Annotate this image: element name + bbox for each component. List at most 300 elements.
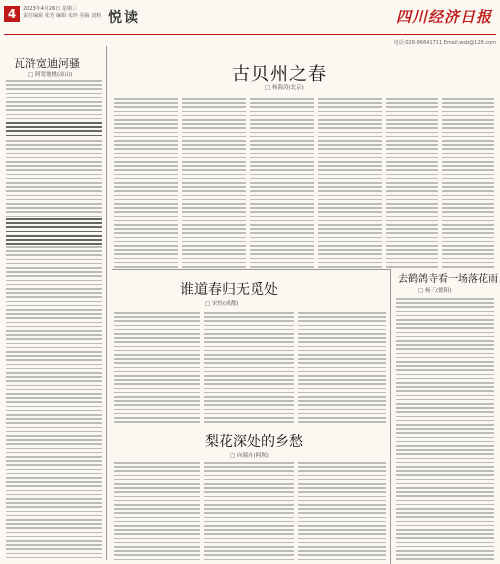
text-line [298,346,386,348]
text-line [386,262,438,264]
text-line [6,148,102,150]
text-line [6,109,102,111]
text-line [386,127,438,129]
text-line [114,115,178,117]
text-line [114,211,178,213]
text-line [396,491,494,493]
text-line [6,267,102,269]
text-line [442,174,494,176]
text-line [204,320,294,322]
text-line [6,226,102,228]
text-line [396,327,494,329]
text-line [298,325,386,327]
text-line [6,401,102,403]
text-line [442,207,494,209]
text-line [114,525,200,527]
text-line [114,148,178,150]
text-line [114,140,178,142]
text-line [250,182,314,184]
text-line [396,369,494,371]
text-line [396,462,494,464]
text-line [6,259,102,261]
column-divider [390,269,391,564]
text-line [114,127,178,129]
text-line [204,396,294,398]
text-line [442,111,494,113]
text-line [6,190,102,192]
text-line [396,306,494,308]
text-line [6,544,102,546]
text-line [6,502,102,504]
text-line [442,190,494,192]
text-line [204,316,294,318]
text-line [114,245,178,247]
text-line [114,216,178,218]
text-line [386,249,438,251]
text-line [114,161,178,163]
text-line [114,392,200,394]
text-line [442,228,494,230]
text-line [204,517,294,519]
text-line [442,140,494,142]
text-line [204,333,294,335]
text-line [6,296,102,298]
text-line [114,241,178,243]
text-line [318,98,382,100]
text-line [298,413,386,415]
text-line [396,382,494,384]
text-line [396,558,494,560]
text-line [114,417,200,419]
text-line [6,456,102,458]
text-line [318,106,382,108]
text-line [114,153,178,155]
text-line [6,557,102,559]
text-line [114,174,178,176]
text-line [114,136,178,138]
text-line [298,320,386,322]
text-line [442,186,494,188]
text-line [182,203,246,205]
text-line [114,157,178,159]
text-line [204,371,294,373]
text-line [114,266,178,268]
text-line [6,157,102,159]
text-line [396,466,494,468]
text-line [204,392,294,394]
text-line [386,136,438,138]
text-line [114,529,200,531]
text-line [298,487,386,489]
text-line [6,385,102,387]
text-line [396,323,494,325]
text-line [386,157,438,159]
article-byline: □ 杨海涛(北京) [265,85,304,91]
text-line [114,375,200,377]
text-line [6,239,102,241]
text-line [318,169,382,171]
text-line [114,253,178,255]
text-line [250,102,314,104]
text-line [182,174,246,176]
text-line [204,337,294,339]
text-line [386,123,438,125]
text-line [318,127,382,129]
text-line [386,161,438,163]
text-line [386,266,438,268]
text-line [250,186,314,188]
article-title: 去鹤鸽寺看一场落花雨 [398,274,498,285]
text-line [114,165,178,167]
text-line [396,470,494,472]
text-line [318,190,382,192]
text-line [318,153,382,155]
text-line [114,237,178,239]
text-line [298,316,386,318]
text-line [396,344,494,346]
text-line [114,479,200,481]
text-line [250,258,314,260]
text-line [6,469,102,471]
text-line [396,420,494,422]
text-line [318,203,382,205]
text-line [318,253,382,255]
text-line [442,123,494,125]
contact-info: 电话:028-86641711 Email:wsb@128.com [393,40,496,46]
text-line [182,98,246,100]
text-line [250,123,314,125]
text-line [250,241,314,243]
text-line [396,332,494,334]
text-line [182,102,246,104]
text-line [204,525,294,527]
text-line [442,266,494,268]
text-line [250,228,314,230]
text-line [250,148,314,150]
text-line [182,241,246,243]
text-line [298,504,386,506]
text-line [6,519,102,521]
text-line [6,540,102,542]
text-line [204,417,294,419]
text-line [396,390,494,392]
text-line [250,224,314,226]
text-line [6,235,102,237]
text-line [396,533,494,535]
text-line [6,322,102,324]
text-line [298,475,386,477]
text-line [114,496,200,498]
text-line [6,359,102,361]
text-line [250,199,314,201]
text-line [250,153,314,155]
text-line [114,554,200,556]
text-line [182,161,246,163]
text-line [396,432,494,434]
text-line [250,165,314,167]
text-line [114,195,178,197]
text-line [396,411,494,413]
text-line [204,362,294,364]
text-line [114,491,200,493]
text-line [114,354,200,356]
text-line [114,542,200,544]
text-line [6,288,102,290]
text-line [6,218,102,220]
text-line [442,195,494,197]
text-line [298,383,386,385]
text-line [318,161,382,163]
text-line [6,222,102,224]
text-line [250,115,314,117]
text-line [114,466,200,468]
text-line [318,232,382,234]
text-line [318,249,382,251]
text-line [442,258,494,260]
text-line [6,182,102,184]
text-line [114,169,178,171]
text-line [6,532,102,534]
text-line [250,195,314,197]
text-line [6,418,102,420]
text-line [6,452,102,454]
text-line [6,317,102,319]
text-line [396,554,494,556]
text-line [114,546,200,548]
text-line [298,508,386,510]
text-line [114,346,200,348]
text-line [250,106,314,108]
text-line [386,258,438,260]
text-line [182,144,246,146]
text-line [6,250,102,252]
text-line [442,241,494,243]
text-line [298,341,386,343]
text-line [6,122,102,124]
text-line [386,216,438,218]
text-line [182,211,246,213]
text-line [182,266,246,268]
text-line [182,157,246,159]
text-line [396,353,494,355]
text-line [298,538,386,540]
text-line [396,395,494,397]
text-line [386,182,438,184]
text-line [6,326,102,328]
text-line [6,553,102,555]
text-line [298,392,386,394]
text-line [250,253,314,255]
text-line [396,424,494,426]
text-line [204,538,294,540]
text-line [182,111,246,113]
text-line [250,111,314,113]
text-line [318,207,382,209]
text-line [442,249,494,251]
text-line [6,231,102,233]
text-line [6,88,102,90]
text-line [6,364,102,366]
text-line [6,186,102,188]
text-line [442,216,494,218]
text-line [250,127,314,129]
text-line [298,333,386,335]
text-line [396,512,494,514]
text-line [298,483,386,485]
text-line [114,367,200,369]
text-line [6,118,102,120]
text-line [386,203,438,205]
text-line [114,413,200,415]
article-byline: □ 宋恒(成都) [205,301,239,307]
text-line [6,511,102,513]
text-line [298,496,386,498]
text-line [442,245,494,247]
text-line [6,246,102,248]
text-line [298,542,386,544]
text-line [6,207,102,209]
text-line [6,464,102,466]
text-line [298,362,386,364]
article-byline: □ 阿宽地桃(凉山) [28,72,73,78]
text-line [250,245,314,247]
text-line [386,178,438,180]
text-line [6,305,102,307]
text-line [182,182,246,184]
text-line [298,388,386,390]
text-line [250,161,314,163]
text-line [442,157,494,159]
text-line [182,106,246,108]
text-line [396,495,494,497]
text-line [6,144,102,146]
text-line [298,358,386,360]
text-line [250,140,314,142]
text-line [182,119,246,121]
text-line [386,153,438,155]
text-line [182,232,246,234]
text-line [6,161,102,163]
text-line [298,409,386,411]
text-line [318,220,382,222]
text-line [396,319,494,321]
text-line [204,475,294,477]
text-line [114,316,200,318]
text-line [114,379,200,381]
text-line [182,140,246,142]
text-line [6,211,102,213]
text-line [6,153,102,155]
text-line [442,161,494,163]
text-line [396,516,494,518]
text-line [250,232,314,234]
text-line [318,258,382,260]
text-line [298,350,386,352]
text-line [386,111,438,113]
text-line [6,254,102,256]
text-line [298,375,386,377]
text-line [250,136,314,138]
text-line [114,421,200,423]
text-line [6,243,102,245]
text-line [298,462,386,464]
text-line [6,477,102,479]
text-line [6,280,102,282]
text-line [182,153,246,155]
text-line [6,343,102,345]
text-line [318,165,382,167]
text-line [396,487,494,489]
text-line [6,515,102,517]
text-line [204,388,294,390]
text-line [204,529,294,531]
text-line [6,169,102,171]
text-line [204,500,294,502]
text-line [318,245,382,247]
text-line [6,523,102,525]
text-line [442,262,494,264]
text-line [114,182,178,184]
text-line [298,417,386,419]
section-divider [112,269,390,270]
text-line [318,195,382,197]
text-line [6,271,102,273]
text-line [114,487,200,489]
text-line [182,216,246,218]
text-line [6,140,102,142]
text-line [298,525,386,527]
text-line [182,253,246,255]
text-line [318,262,382,264]
text-line [6,389,102,391]
text-line [114,517,200,519]
text-line [386,165,438,167]
text-line [250,237,314,239]
text-line [318,211,382,213]
text-line [386,232,438,234]
text-line [250,190,314,192]
text-line [204,346,294,348]
text-line [386,207,438,209]
text-line [6,548,102,550]
text-line [204,533,294,535]
text-line [442,199,494,201]
text-line [6,203,102,205]
text-line [114,119,178,121]
text-line [6,284,102,286]
text-line [298,421,386,423]
text-line [114,190,178,192]
text-line [114,341,200,343]
text-line [442,148,494,150]
text-line [386,228,438,230]
text-line [318,228,382,230]
text-line [204,404,294,406]
text-line [6,422,102,424]
text-line [442,178,494,180]
text-line [250,207,314,209]
text-line [182,245,246,247]
text-line [182,207,246,209]
text-line [114,132,178,134]
text-line [182,127,246,129]
text-line [250,262,314,264]
text-line [298,379,386,381]
article-title: 谁道春归无觅处 [180,282,278,298]
text-line [318,144,382,146]
text-line [6,439,102,441]
text-line [114,312,200,314]
